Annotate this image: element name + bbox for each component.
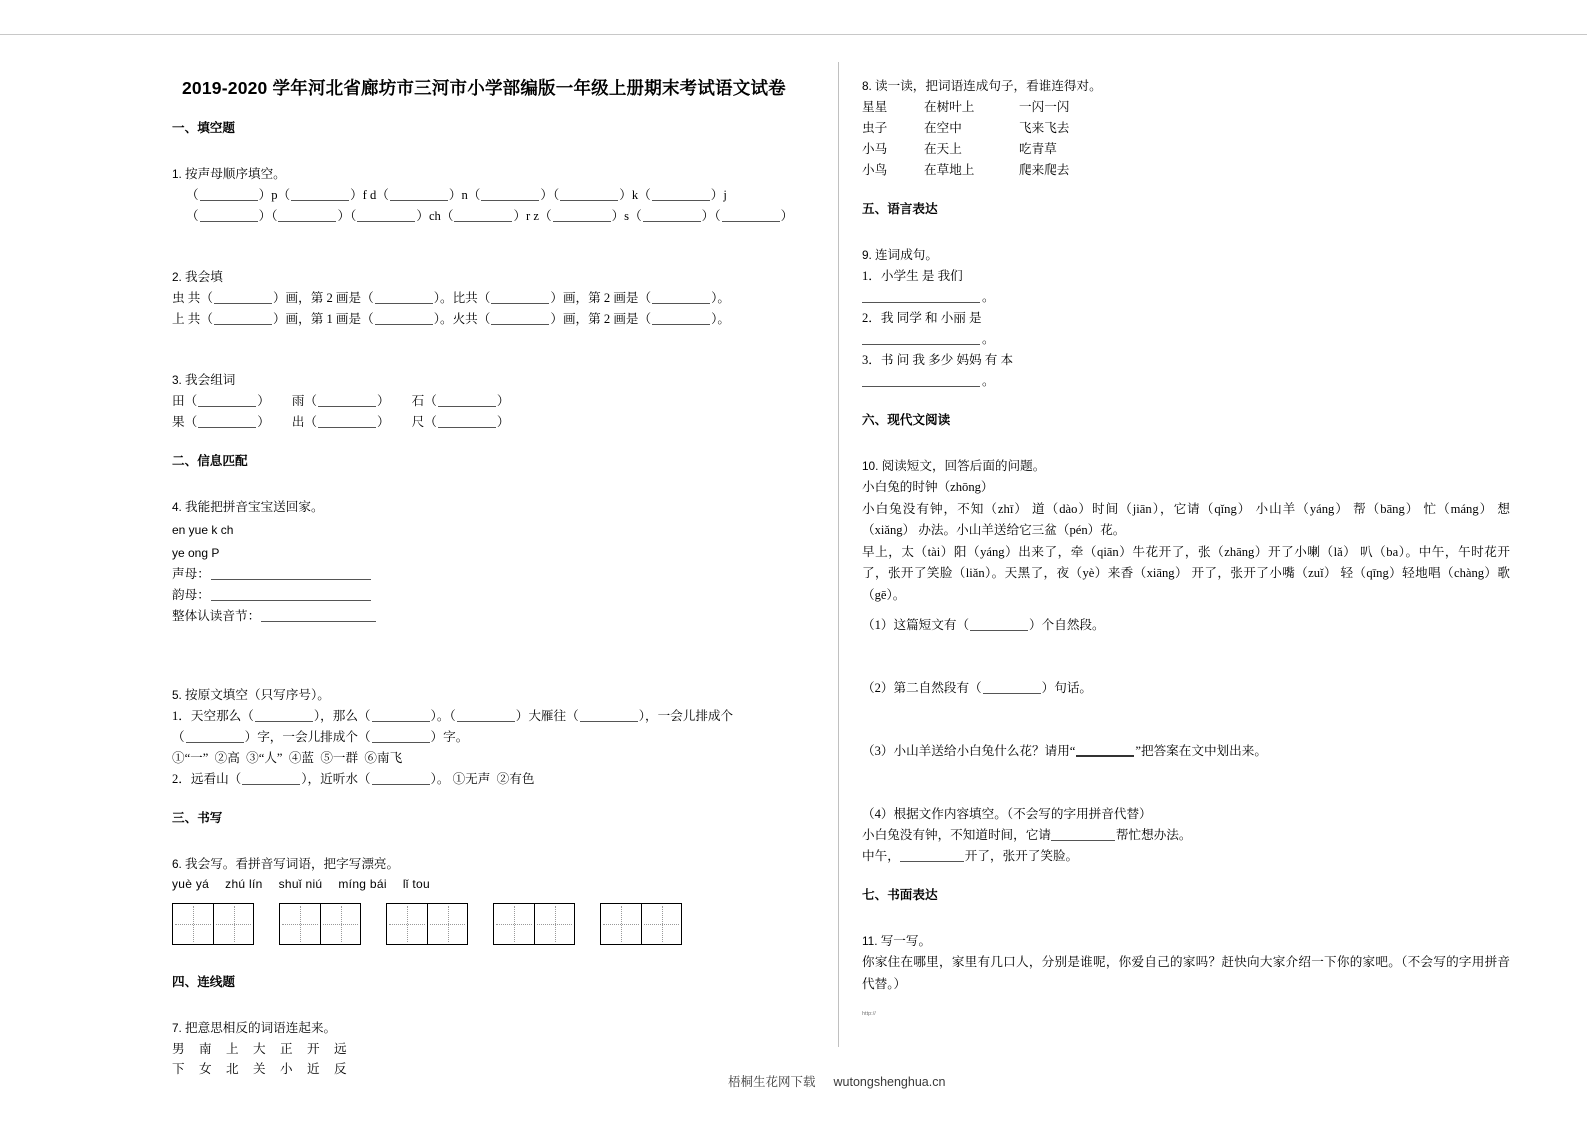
sub-text: 小白兔没有钟，不知道时间，它请 <box>862 828 1051 842</box>
blank-sep: ）（ <box>258 209 278 223</box>
question-8-text: 读一读，把词语连成句子，看谁连得对。 <box>875 79 1102 93</box>
blank-sep: ）（ <box>337 209 357 223</box>
passage-paragraph-1: 小白兔没有钟，不知（zhī） 道（dào）时间（jiān），它请（qǐng） 小山羊（yáng） 帮（bāng） 忙（máng） 想（xiǎng） 办法。小山羊送给它三盆（pén）花。 <box>862 501 1510 537</box>
item-text: 2．远看山（ <box>172 772 242 786</box>
question-5-prompt <box>172 685 812 706</box>
fill-blank[interactable] <box>186 730 244 743</box>
item-text: ），一会儿排成个 <box>638 709 734 723</box>
question-4-pinyin-line-1: en yue k ch <box>172 523 234 537</box>
action-word[interactable]: 吃青草 <box>1019 142 1057 156</box>
option[interactable]: ④蓝 <box>288 751 315 765</box>
pinyin-group: míng bái <box>338 877 387 891</box>
word[interactable]: 男 <box>172 1042 185 1056</box>
question-10-sub-4-line-2 <box>862 846 1510 867</box>
fill-blank[interactable] <box>214 291 272 304</box>
pinyin-group: shuǐ niú <box>278 877 323 891</box>
question-5-options-1 <box>172 748 812 769</box>
word[interactable]: 小 <box>280 1062 293 1076</box>
item-text: ）。 <box>430 772 450 786</box>
answer-blank-zhengti[interactable] <box>261 609 376 622</box>
question-9-number: 9. <box>862 248 872 262</box>
word[interactable]: 关 <box>253 1062 266 1076</box>
fill-blank[interactable] <box>200 209 258 222</box>
row-text: ）。比共（ <box>433 291 491 305</box>
question-5-number: 5. <box>172 688 182 702</box>
blank-sep: ）k（ <box>619 188 651 202</box>
question-8-prompt <box>862 76 1510 97</box>
subject-word[interactable]: 虫子 <box>862 121 888 135</box>
tiny-url-text: http:// <box>862 1011 876 1017</box>
item-text: ）大雁往（ <box>515 709 579 723</box>
question-3-prompt <box>172 370 812 391</box>
action-word[interactable]: 飞来飞去 <box>1019 121 1070 135</box>
footer-site-url: wutongshenghua.cn <box>833 1075 946 1089</box>
pinyin-group: lǐ tou <box>402 877 430 891</box>
left-column <box>172 62 812 1079</box>
question-9-item-1: 1．小学生 是 我们 <box>862 269 963 283</box>
blank-sep: ）s（ <box>611 209 642 223</box>
fill-blank[interactable] <box>722 209 780 222</box>
fill-blank[interactable] <box>1076 743 1134 757</box>
answer-blank[interactable] <box>862 374 980 387</box>
word[interactable]: 反 <box>334 1062 347 1076</box>
subject-word[interactable]: 小马 <box>862 142 888 156</box>
question-10-prompt <box>862 456 1510 477</box>
char-label: 田（ <box>172 394 198 408</box>
blank-sep: ）（ <box>540 188 560 202</box>
tianzige-cell[interactable] <box>427 904 467 944</box>
action-word[interactable]: 一闪一闪 <box>1019 100 1070 114</box>
tianzige-cell[interactable] <box>173 904 213 944</box>
option[interactable]: ⑥南飞 <box>364 751 403 765</box>
question-10-sub-4-line-1 <box>862 825 1510 846</box>
fill-blank[interactable] <box>438 415 496 428</box>
word[interactable]: 开 <box>307 1042 320 1056</box>
place-word[interactable]: 在天上 <box>924 142 962 156</box>
fill-blank[interactable] <box>372 709 430 722</box>
char-label: 雨（ <box>291 394 318 408</box>
word[interactable]: 南 <box>199 1042 212 1056</box>
sub-text: 帮忙想办法。 <box>1115 828 1192 842</box>
fill-blank[interactable] <box>652 291 710 304</box>
word[interactable]: 近 <box>307 1062 320 1076</box>
sub-text: ”把答案在文中划出来。 <box>1135 744 1267 758</box>
fill-blank[interactable] <box>200 188 258 201</box>
question-7-row-1 <box>172 1039 812 1059</box>
word[interactable]: 北 <box>226 1062 239 1076</box>
question-8-row <box>862 97 1510 118</box>
fill-blank[interactable] <box>318 394 376 407</box>
question-10-sub-1 <box>862 615 1510 636</box>
fill-blank[interactable] <box>481 188 539 201</box>
question-6-text: 我会写。看拼音写词语，把字写漂亮。 <box>185 857 400 871</box>
fill-blank[interactable] <box>983 681 1041 694</box>
blank-sep: ）n（ <box>448 188 481 202</box>
fill-blank[interactable] <box>457 709 515 722</box>
answer-blank-yunmu[interactable] <box>211 588 371 601</box>
fill-blank[interactable] <box>375 291 433 304</box>
question-1-line-1 <box>172 185 812 206</box>
answer-blank[interactable] <box>862 332 980 345</box>
fill-blank[interactable] <box>242 772 300 785</box>
section-heading-3: 三、书写 <box>172 811 223 825</box>
footer-site-name: 梧桐生花网下载 <box>728 1075 816 1089</box>
item-text: ）字。 <box>430 730 469 744</box>
fill-blank[interactable] <box>1051 828 1115 841</box>
row-text: ）。 <box>711 291 730 305</box>
question-9-item-3: 3．书 问 我 多少 妈妈 有 本 <box>862 353 1014 367</box>
paren-close: ） <box>377 415 390 429</box>
footer-watermark <box>728 1072 945 1090</box>
paren-close: ） <box>377 394 390 408</box>
paren-open: （ <box>186 188 199 202</box>
action-word[interactable]: 爬来爬去 <box>1019 163 1070 177</box>
blank-sep: ）（ <box>701 209 721 223</box>
question-6-number: 6. <box>172 857 182 871</box>
fill-blank[interactable] <box>652 188 710 201</box>
question-4-answer-yunmu <box>172 585 812 606</box>
question-1-prompt <box>172 164 812 185</box>
column-divider <box>838 62 839 1047</box>
section-heading-6: 六、现代文阅读 <box>862 413 951 427</box>
fill-blank[interactable] <box>970 618 1028 631</box>
question-5-item-1-line-2 <box>172 727 812 748</box>
row-text: ）画，第 2 画是（ <box>550 312 652 326</box>
page-title: 2019-2020 学年河北省廊坊市三河市小学部编版一年级上册期末考试语文试卷 <box>182 78 786 98</box>
passage-paragraph-2: 早上，太（tài）阳（yáng）出来了，牵（qiān）牛花开了，张（zhāng）开了小喇（lǎ） 叭（ba）。中午，午时花开了，张开了笑脸（liǎn）。天黑了，夜（yè）来香（xiāng） 开了，张开了小嘴（zuǐ） 轻（qīng）轻地唱（chàng）歌（gē）。 <box>862 544 1510 602</box>
section-heading-7: 七、书面表达 <box>862 888 938 902</box>
paren-open: （ <box>186 209 199 223</box>
fill-blank[interactable] <box>278 209 336 222</box>
row-text: ）。火共（ <box>433 312 491 326</box>
word[interactable]: 上 <box>226 1042 239 1056</box>
sub-text: 开了，张开了笑脸。 <box>964 849 1079 863</box>
label-yunmu: 韵母： <box>172 588 210 602</box>
tianzige-cell[interactable] <box>320 904 360 944</box>
sub-text: ）句话。 <box>1041 681 1093 695</box>
question-10-sub-3 <box>862 741 1510 762</box>
fill-blank[interactable] <box>214 312 272 325</box>
label-shengmu: 声母： <box>172 567 210 581</box>
question-1-line-2 <box>172 206 812 227</box>
question-10-sub-2 <box>862 678 1510 699</box>
answer-blank-shengmu[interactable] <box>211 567 371 580</box>
question-2-prompt <box>172 267 812 288</box>
tianzige-cell[interactable] <box>601 904 641 944</box>
subject-word[interactable]: 小鸟 <box>862 163 888 177</box>
fill-blank[interactable] <box>652 312 710 325</box>
question-11-number: 11. <box>862 934 878 948</box>
question-6-prompt <box>172 854 812 875</box>
question-4-number: 4. <box>172 500 182 514</box>
paren-close: ） <box>496 394 510 408</box>
word[interactable]: 女 <box>199 1062 212 1076</box>
question-4-text: 我能把拼音宝宝送回家。 <box>185 500 324 514</box>
option[interactable]: ①无声 <box>452 772 491 786</box>
sub-text: （1）这篇短文有（ <box>862 618 970 632</box>
section-heading-4: 四、连线题 <box>172 975 235 989</box>
question-11-prompt <box>862 931 1510 952</box>
option[interactable]: ②有色 <box>496 772 535 786</box>
sub-text: 中午， <box>862 849 900 863</box>
right-column <box>862 62 1510 1017</box>
fill-blank[interactable] <box>560 188 618 201</box>
question-2-row-2 <box>172 309 812 330</box>
pinyin-group: zhú lín <box>225 877 263 891</box>
row-text: ）。 <box>711 312 730 326</box>
fill-blank[interactable] <box>318 415 376 428</box>
sub-text: ）个自然段。 <box>1029 618 1105 632</box>
question-3-row-2 <box>172 412 812 433</box>
question-6-pinyin-row <box>172 877 812 891</box>
question-9-answer-1: 。 <box>862 287 1510 308</box>
word[interactable]: 正 <box>280 1042 293 1056</box>
fill-blank[interactable] <box>580 709 638 722</box>
blank-sep: ）p（ <box>258 188 291 202</box>
item-text: （ <box>172 730 185 744</box>
char-label: 果（ <box>172 415 198 429</box>
fill-blank[interactable] <box>643 209 701 222</box>
char-label: 出（ <box>291 415 318 429</box>
question-8-row <box>862 139 1510 160</box>
tianzige-cell[interactable] <box>494 904 534 944</box>
question-7-text: 把意思相反的词语连起来。 <box>185 1021 337 1035</box>
row-text: ）画，第 2 画是（ <box>550 291 652 305</box>
question-10-sub-4-prompt: （4）根据文作内容填空。（不会写的字用拼音代替） <box>862 807 1152 821</box>
char-label: 石（ <box>411 394 437 408</box>
tianzige-box[interactable] <box>600 903 682 945</box>
option[interactable]: ②高 <box>214 751 240 765</box>
paren-close: ） <box>257 394 270 408</box>
question-9-answer-2: 。 <box>862 329 1510 350</box>
paren-close: ） <box>496 415 510 429</box>
fill-blank[interactable] <box>198 415 256 428</box>
answer-blank[interactable] <box>862 290 980 303</box>
fill-blank[interactable] <box>255 709 313 722</box>
question-4-answer-shengmu <box>172 564 812 585</box>
tianzige-cell[interactable] <box>641 904 681 944</box>
item-text: ），近听水（ <box>301 772 371 786</box>
section-heading-5: 五、语言表达 <box>862 202 938 216</box>
place-word[interactable]: 在空中 <box>924 121 962 135</box>
page-top-rule <box>0 34 1587 35</box>
blank-sep: ）ch（ <box>416 209 454 223</box>
fill-blank[interactable] <box>375 312 433 325</box>
tianzige-box[interactable] <box>386 903 468 945</box>
tianzige-box[interactable] <box>279 903 361 945</box>
question-5-item-2 <box>172 769 812 790</box>
tianzige-cell[interactable] <box>280 904 320 944</box>
question-8-row <box>862 160 1510 181</box>
tianzige-box[interactable] <box>172 903 254 945</box>
question-1-number: 1. <box>172 167 182 181</box>
tianzige-cell[interactable] <box>387 904 427 944</box>
tianzige-box[interactable] <box>493 903 575 945</box>
item-text: ）字，一会儿排成个（ <box>244 730 371 744</box>
item-text: ）。（ <box>430 709 456 723</box>
tianzige-cell[interactable] <box>213 904 253 944</box>
question-5-item-1-line-1 <box>172 706 812 727</box>
fill-blank[interactable] <box>553 209 611 222</box>
fill-blank[interactable] <box>491 291 549 304</box>
question-3-text: 我会组词 <box>185 373 236 387</box>
question-9-item-2: 2．我 同学 和 小丽 是 <box>862 311 982 325</box>
word[interactable]: 大 <box>253 1042 266 1056</box>
section-heading-2: 二、信息匹配 <box>172 454 248 468</box>
passage-title: 小白兔的时钟（zhōng） <box>862 480 994 494</box>
place-word[interactable]: 在草地上 <box>924 163 975 177</box>
blank-sep: ）r z（ <box>513 209 552 223</box>
subject-word[interactable]: 星星 <box>862 100 888 114</box>
question-7-number: 7. <box>172 1021 182 1035</box>
question-8-number: 8. <box>862 79 872 93</box>
blank-sep: ） <box>780 209 794 223</box>
row-text: ）画，第 2 画是（ <box>272 291 374 305</box>
item-text: ），那么（ <box>313 709 371 723</box>
tianzige-cell[interactable] <box>534 904 574 944</box>
section-heading-1: 一、填空题 <box>172 121 235 135</box>
sub-text: （2）第二自然段有（ <box>862 681 982 695</box>
place-word[interactable]: 在树叶上 <box>924 100 975 114</box>
fill-blank[interactable] <box>454 209 512 222</box>
fill-blank[interactable] <box>357 209 415 222</box>
option[interactable]: ①“一” <box>172 751 209 765</box>
fill-blank[interactable] <box>438 394 496 407</box>
fill-blank[interactable] <box>491 312 549 325</box>
blank-sep: ）j <box>710 188 727 202</box>
word[interactable]: 下 <box>172 1062 185 1076</box>
question-5-text: 按原文填空（只写序号）。 <box>185 688 330 702</box>
fill-blank[interactable] <box>390 188 448 201</box>
question-6-writing-grids <box>172 903 812 945</box>
item-text: 1．天空那么（ <box>172 709 254 723</box>
question-10-text: 阅读短文，回答后面的问题。 <box>881 459 1046 473</box>
sub-text: （3）小山羊送给小白兔什么花？请用“ <box>862 744 1076 758</box>
paren-close: ） <box>257 415 270 429</box>
option[interactable]: ③“人” <box>246 751 283 765</box>
fill-blank[interactable] <box>198 394 256 407</box>
question-1-text: 按声母顺序填空。 <box>185 167 286 181</box>
label-zhengti: 整体认读音节： <box>172 609 261 623</box>
question-8-row <box>862 118 1510 139</box>
question-2-number: 2. <box>172 270 182 284</box>
question-10-number: 10. <box>862 459 879 473</box>
question-11-body: 你家住在哪里，家里有几口人，分别是谁呢，你爱自己的家吗？赶快向大家介绍一下你的家吧。（不会写的字用拼音代替。） <box>862 955 1510 991</box>
question-9-answer-3: 。 <box>862 371 1510 392</box>
fill-blank[interactable] <box>372 730 430 743</box>
question-9-text: 连词成句。 <box>875 248 938 262</box>
question-4-prompt <box>172 497 812 518</box>
char-label: 尺（ <box>411 415 437 429</box>
row-text: ）画，第 1 画是（ <box>272 312 374 326</box>
pinyin-group: yuè yá <box>172 877 210 891</box>
blank-sep: ）f d（ <box>350 188 389 202</box>
row-text: 上 共（ <box>172 312 213 326</box>
question-3-number: 3. <box>172 373 182 387</box>
question-4-answer-zhengti <box>172 606 812 627</box>
row-text: 虫 共（ <box>172 291 213 305</box>
question-9-prompt <box>862 245 1510 266</box>
question-3-row-1 <box>172 391 812 412</box>
question-4-pinyin-line-2: ye ong P <box>172 546 220 560</box>
question-2-row-1 <box>172 288 812 309</box>
question-7-row-2 <box>172 1059 812 1079</box>
fill-blank[interactable] <box>291 188 349 201</box>
question-2-text: 我会填 <box>185 270 223 284</box>
option[interactable]: ⑤一群 <box>320 751 359 765</box>
fill-blank[interactable] <box>372 772 430 785</box>
word[interactable]: 远 <box>334 1042 347 1056</box>
question-11-text: 写一写。 <box>880 934 932 948</box>
fill-blank[interactable] <box>900 849 964 862</box>
question-7-prompt <box>172 1018 812 1039</box>
